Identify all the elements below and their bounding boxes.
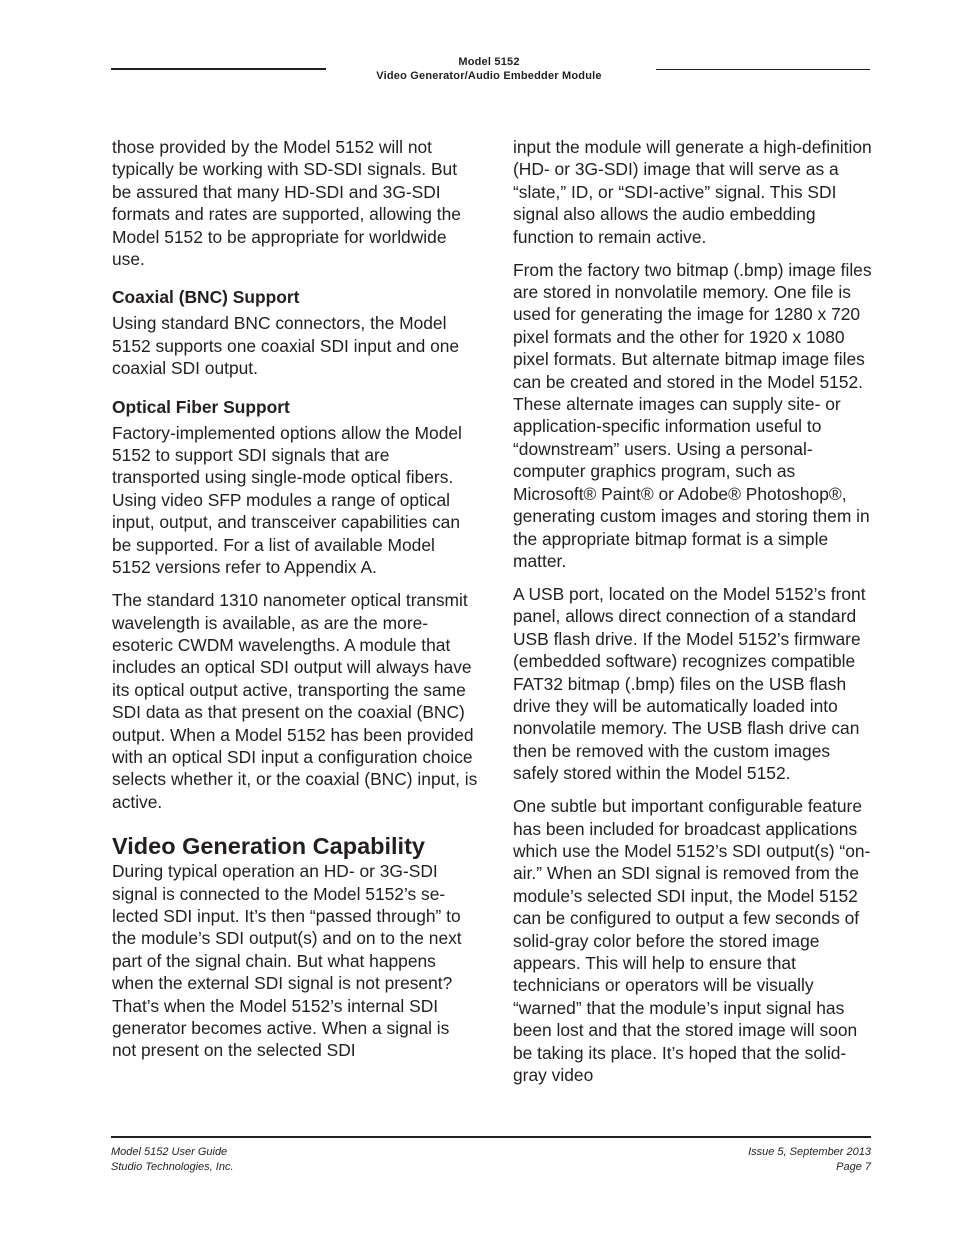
header-rule-right — [656, 69, 870, 70]
footer-page-number: Page 7 — [836, 1161, 871, 1173]
footer-company: Studio Technologies, Inc. — [111, 1161, 234, 1173]
paragraph-coaxial: Using standard BNC connectors, the Model 5152 supports one coaxial SDI input and one coaxial SDI output. — [112, 313, 460, 379]
footer-guide-title: Model 5152 User Guide — [111, 1146, 228, 1158]
header-module-subtitle: Video Generator/Audio Embedder Module — [376, 70, 602, 82]
heading-optical-fiber-support: Optical Fiber Support — [112, 396, 290, 417]
paragraph-usb-port: A USB port, located on the Model 5152’s front panel, allows direct connection of a standard USB flash drive. If the Model 5152’s firmware (embedded software) recognizes compatible FAT32 bitmap (.bmp) files on the USB flash drive they will be automatically loaded into nonvolatile memory. The USB flash drive can then be removed with the custom images safely stored within the Model 5152. — [513, 583, 866, 784]
paragraph-optical-options: Factory-implemented options allow the Model 5152 to support SDI signals that are transported using single-mode optical fibers. Using video SFP modules a range of optical input, output, and transceiver capabilities can be supported. For a list of available Model 5152 versions refer to Appendix A. — [112, 422, 462, 578]
left-column — [112, 136, 478, 1072]
paragraph-solid-gray: One subtle but important configurable feature has been included for broadcast applications which use the Model 5152’s SDI output(s) “on-air.” When an SDI signal is removed from the module’s selected SDI input, the Model 5152 can be configured to output a few seconds of solid-gray color before the stored image appears. This will help to ensure that technicians or operators will be visually “warned” that the module’s input signal has been lost and that the stored image will soon be taking its place. It’s hoped that the solid-gray video — [513, 796, 871, 1086]
header-model-title: Model 5152 — [458, 56, 520, 68]
paragraph-sd-sdi: those provided by the Model 5152 will not typically be working with SD-SDI signals. But be assured that many HD-SDI and 3G-SDI formats and rates are supported, allowing the Model 5152 to be appropriate for worldwide use. — [112, 137, 461, 270]
paragraph-slate-image: input the module will generate a high-definition (HD- or 3G-SDI) image that will serve as a “slate,” ID, or “SDI-active” signal. This SDI signal also allows the audio embedding function to remain active. — [513, 137, 872, 247]
footer-issue: Issue 5, September 2013 — [748, 1146, 871, 1158]
heading-video-generation: Video Generation Capability — [112, 833, 425, 860]
header-rule-left — [111, 68, 326, 70]
right-column — [513, 136, 875, 1097]
footer-rule — [111, 1136, 871, 1138]
heading-coaxial-support: Coaxial (BNC) Support — [112, 287, 300, 308]
paragraph-optical-wavelength: The standard 1310 nanometer optical transmit wavelength is available, as are the more-esoteric CWDM wavelengths. A module that includes an optical SDI output will always have its optical output active, transporting the same SDI data as that present on the coaxial (BNC) output. When a Model 5152 has been provided with an optical SDI input a configuration choice selects whether it, or the coaxial (BNC) input, is active. — [112, 590, 478, 812]
paragraph-bitmap-files: From the factory two bitmap (.bmp) image files are stored in nonvolatile memory. One file is used for generating the image for 1280 x 720 pixel formats and the other for 1920 x 1080 pixel formats. But alternate bitmap image files can be created and stored in the Model 5152. These alternate images can supply site- or application-specific information useful to “downstream” users. Using a personal-computer graphics program, such as Microsoft® Paint® or Adobe® Photoshop®, generating custom images and storing them in the appropriate bitmap format is a simple matter. — [513, 259, 872, 571]
paragraph-video-generation: During typical operation an HD- or 3G-SDI signal is connected to the Model 5152’s selected SDI input. It’s then “passed through” to the module’s SDI output(s) and on to the next part of the signal chain. But what happens when the external SDI signal is not present? That’s when the Model 5152’s internal SDI generator becomes active. When a signal is not present on the selected SDI — [112, 861, 462, 1061]
